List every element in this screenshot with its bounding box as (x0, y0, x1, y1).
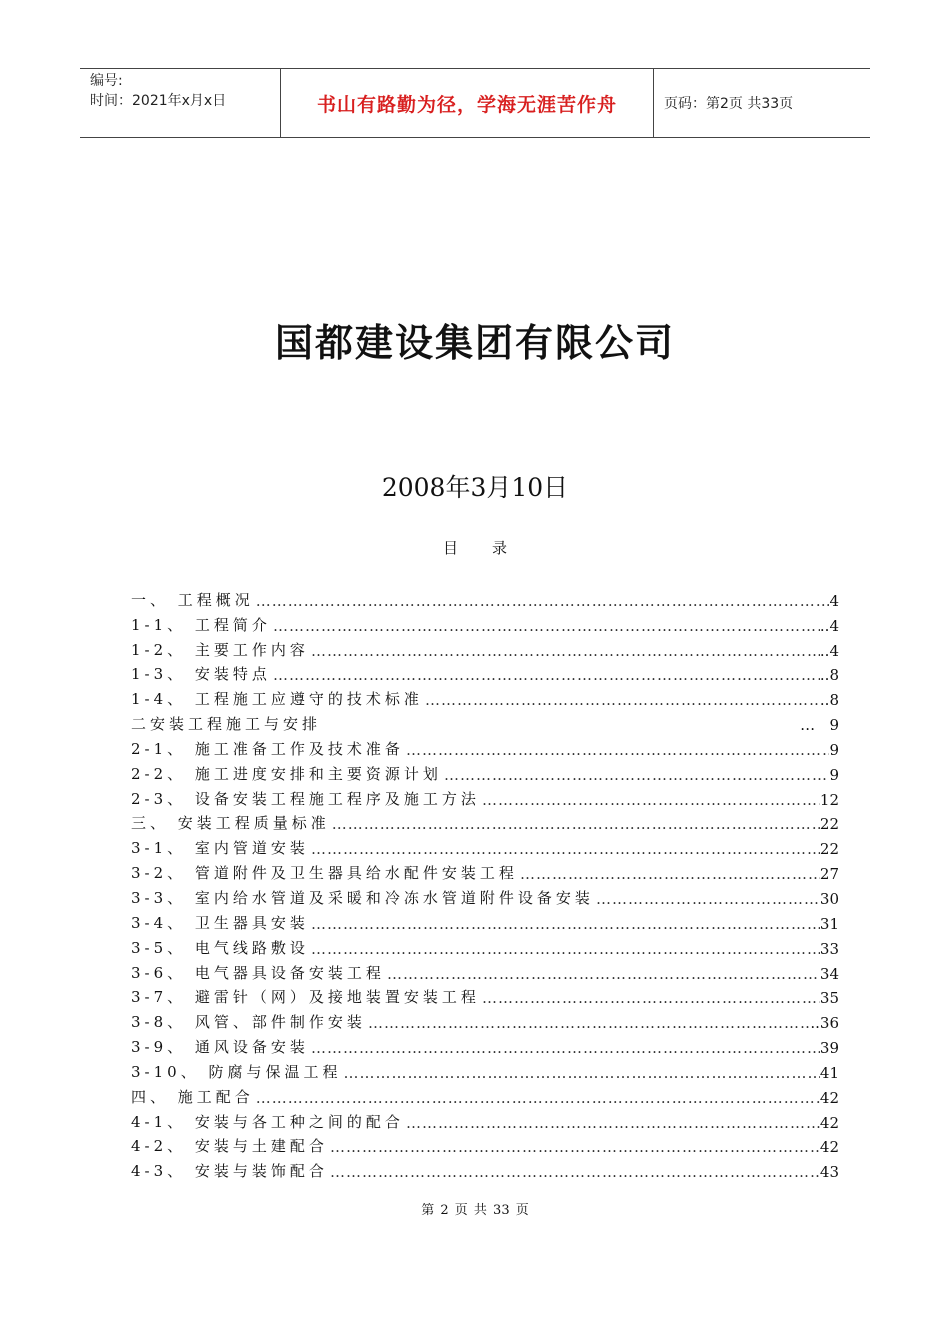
toc-leader-dots (385, 965, 820, 983)
toc-leader-dots (309, 1039, 820, 1057)
toc-title: 目录 (442, 539, 541, 557)
toc-entry-label: 3-3、 室内给水管道及采暖和冷冻水管道附件设备安装 (131, 888, 594, 907)
toc-entry[interactable] (131, 1082, 839, 1107)
table-of-contents (131, 585, 839, 1181)
header-meta (80, 69, 280, 137)
toc-entry[interactable] (131, 1032, 839, 1057)
toc-leader-dots (330, 815, 820, 833)
toc-entry-label: 4-1、 安装与各工种之间的配合 (131, 1112, 404, 1131)
toc-leader-dots (404, 1114, 820, 1132)
toc-entry-label: 1-3、 安装特点 (131, 665, 271, 684)
toc-entry-label: 3-6、 电气器具设备安装工程 (131, 963, 385, 982)
toc-entry-page: 42 (819, 1138, 839, 1157)
toc-entry-label: 三、 安装工程质量标准 (131, 814, 330, 833)
toc-entry-page: 43 (819, 1163, 839, 1182)
toc-entry-label: 3-2、 管道附件及卫生器具给水配件安装工程 (131, 864, 518, 883)
toc-entry[interactable] (131, 660, 839, 685)
toc-entry-label: 3-9、 通风设备安装 (131, 1038, 309, 1057)
toc-entry-page: 12 (819, 790, 839, 809)
toc-entry-label: 2-2、 施工进度安排和主要资源计划 (131, 764, 442, 783)
toc-entry[interactable] (131, 809, 839, 834)
toc-entry-page: 41 (819, 1063, 839, 1082)
toc-entry-page: ..36 (810, 1014, 839, 1033)
toc-leader-dots (328, 1163, 820, 1181)
header-number-label: 编号: (90, 73, 123, 89)
toc-entry[interactable] (131, 1132, 839, 1157)
toc-entry[interactable] (131, 684, 839, 709)
page-header (80, 68, 870, 138)
toc-entry-page: … 9 (800, 716, 839, 734)
toc-entry-page: ..4 (819, 616, 839, 635)
toc-entry-label: 3-5、 电气线路敷设 (131, 938, 309, 957)
toc-leader-dots (254, 592, 830, 610)
toc-entry-page: 42 (819, 1088, 839, 1107)
toc-entry-label: 1-4、 工程施工应遵守的技术标准 (131, 690, 423, 709)
toc-entry-page: 4 (829, 591, 839, 610)
toc-entry-label: 1-2、 主要工作内容 (131, 640, 309, 659)
toc-entry-page: 27 (819, 865, 839, 884)
toc-entry[interactable] (131, 759, 839, 784)
header-motto: 书山有路勤为径，学海无涯苦作舟 (280, 69, 654, 137)
toc-leader-dots (271, 617, 820, 635)
toc-entry-label: 4-2、 安装与土建配合 (131, 1137, 328, 1156)
toc-entry-page: 35 (819, 989, 839, 1008)
toc-entry[interactable] (131, 1156, 839, 1181)
toc-leader-dots (309, 840, 820, 858)
toc-leader-dots (366, 1014, 810, 1032)
toc-entry-label: 2-1、 施工准备工作及技术准备 (131, 739, 404, 758)
toc-entry[interactable] (131, 635, 839, 660)
toc-leader-dots (254, 1089, 820, 1107)
toc-entry[interactable] (131, 709, 839, 734)
toc-leader-dots (480, 791, 820, 809)
header-page-code: 页码：第2页 共33页 (664, 96, 794, 112)
toc-entry-page: 9 (829, 740, 839, 759)
toc-leader-dots (341, 1064, 819, 1082)
toc-entry-label: 一、 工程概况 (131, 590, 254, 609)
toc-entry-label: 四、 施工配合 (131, 1087, 254, 1106)
toc-entry[interactable] (131, 734, 839, 759)
toc-entry-label: 2-3、 设备安装工程施工程序及施工方法 (131, 789, 480, 808)
toc-entry[interactable] (131, 858, 839, 883)
toc-entry-label: 3-8、 风管、部件制作安装 (131, 1013, 366, 1032)
toc-entry-page: ..8 (819, 691, 839, 710)
toc-entry[interactable] (131, 784, 839, 809)
toc-leader-dots (594, 890, 820, 908)
toc-entry-page: 39 (819, 1039, 839, 1058)
toc-entry[interactable] (131, 833, 839, 858)
toc-entry[interactable] (131, 883, 839, 908)
toc-leader-dots (404, 741, 830, 759)
toc-entry-page: 22 (819, 815, 839, 834)
toc-entry[interactable] (131, 1057, 839, 1082)
header-time-label: 时间：2021年x月x日 (90, 93, 227, 109)
toc-entry[interactable] (131, 983, 839, 1008)
toc-entry-label: 3-10、 防腐与保温工程 (131, 1062, 342, 1081)
toc-entry-page: ..8 (819, 666, 839, 685)
toc-entry[interactable] (131, 585, 839, 610)
toc-entry-page: 30 (819, 889, 839, 908)
toc-entry-page: 9 (829, 765, 839, 784)
page-footer: 第 2 页 共 33 页 (421, 1203, 529, 1218)
toc-entry-page: 22 (819, 840, 839, 859)
toc-entry-label: 3-1、 室内管道安装 (131, 839, 309, 858)
toc-leader-dots (309, 940, 820, 958)
company-name: 国都建设集团有限公司 (274, 321, 675, 365)
toc-leader-dots (518, 865, 820, 883)
toc-entry-page: 31 (819, 914, 839, 933)
toc-entry-label: 3-7、 避雷针（网）及接地装置安装工程 (131, 988, 480, 1007)
toc-entry-page: ..4 (819, 641, 839, 660)
toc-leader-dots (442, 766, 830, 784)
toc-entry-label: 二安装工程施工与安排 (131, 715, 322, 734)
toc-leader-dots (309, 915, 820, 933)
toc-leader-dots (328, 1138, 820, 1156)
toc-entry-page: 33 (819, 939, 839, 958)
toc-entry[interactable] (131, 933, 839, 958)
document-date: 2008年3月10日 (381, 473, 569, 502)
toc-entry-page: 42 (819, 1113, 839, 1132)
toc-entry[interactable] (131, 958, 839, 983)
toc-entry[interactable] (131, 1007, 839, 1032)
toc-entry[interactable] (131, 610, 839, 635)
toc-leader-dots (309, 642, 820, 660)
toc-entry-page: 34 (819, 964, 839, 983)
toc-entry-label: 4-3、 安装与装饰配合 (131, 1162, 328, 1181)
toc-leader-dots (423, 691, 820, 709)
toc-entry-label: 3-4、 卫生器具安装 (131, 913, 309, 932)
toc-leader-dots (480, 989, 820, 1007)
toc-entry[interactable] (131, 908, 839, 933)
toc-entry[interactable] (131, 1107, 839, 1132)
toc-entry-label: 1-1、 工程简介 (131, 615, 271, 634)
toc-leader-dots (271, 666, 820, 684)
